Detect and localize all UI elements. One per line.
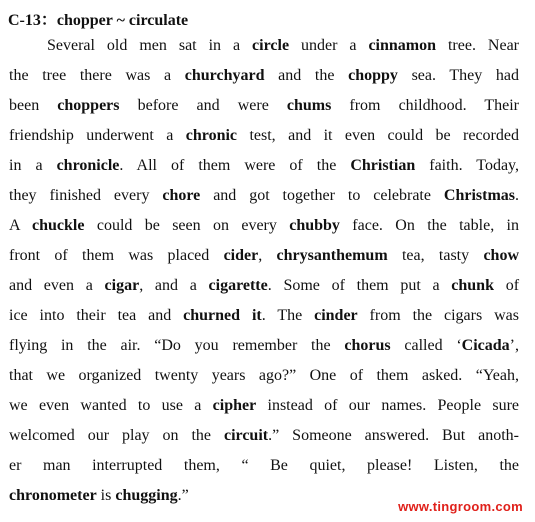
text-segment: they finished every [9, 187, 163, 204]
text-segment: sea. They had [397, 67, 519, 84]
text-segment: , [258, 247, 277, 264]
text-segment: instead of our names. People sure [256, 397, 520, 414]
vocabulary-word: choppy [348, 67, 398, 84]
text-segment: .” Someone answered. But anoth- [268, 427, 519, 444]
text-segment: friendship underwent a [9, 127, 186, 144]
site-watermark: www.tingroom.com [398, 499, 523, 514]
text-segment: front of them was placed [9, 247, 224, 264]
vocabulary-word: cider [223, 247, 259, 264]
text-segment: been [9, 97, 58, 114]
text-segment: . All of them were of the [119, 157, 351, 174]
vocabulary-word: Cicada [461, 337, 510, 354]
vocabulary-word: cinder [314, 307, 358, 324]
text-segment [240, 307, 252, 324]
vocabulary-word: cigar [104, 277, 140, 294]
vocabulary-word: Christian [350, 157, 416, 174]
vocabulary-word: chuckle [32, 217, 85, 234]
text-line [9, 186, 519, 206]
text-segment: . [515, 187, 520, 204]
text-segment: from the cigars was [357, 307, 519, 324]
text-segment: welcomed our play on the [9, 427, 224, 444]
vocabulary-word: chronicle [56, 157, 120, 174]
vocabulary-word: chronometer [9, 487, 97, 504]
vocabulary-word: cinnamon [368, 37, 437, 54]
text-segment: flying in the air. “Do you remember the [9, 337, 345, 354]
text-segment: and got together to celebrate [200, 187, 444, 204]
vocabulary-word: Christmas [443, 187, 516, 204]
text-segment: under a [289, 37, 369, 54]
vocabulary-word: chow [483, 247, 519, 264]
vocabulary-word: chums [286, 97, 332, 114]
text-segment: A [9, 217, 33, 234]
text-line [9, 396, 519, 416]
vocabulary-word: choppers [57, 97, 120, 114]
text-segment: is [96, 487, 116, 504]
text-segment: tea, tasty [387, 247, 484, 264]
text-line [9, 156, 519, 176]
text-line [9, 366, 519, 386]
text-segment: ’, [509, 337, 519, 354]
text-line [9, 66, 519, 86]
text-segment: from childhood. Their [331, 97, 520, 114]
text-segment: , and a [139, 277, 209, 294]
text-line [9, 336, 519, 356]
vocabulary-word: chronic [185, 127, 238, 144]
text-segment: . Some of them put a [267, 277, 452, 294]
text-line [9, 126, 519, 146]
text-segment: and the [264, 67, 349, 84]
text-segment: of [493, 277, 520, 294]
text-line [9, 426, 519, 446]
text-segment: in a [9, 157, 57, 174]
vocabulary-word: chrysanthemum [276, 247, 388, 264]
text-segment: we even wanted to use a [9, 397, 213, 414]
vocabulary-word: circle [252, 37, 290, 54]
vocabulary-word: it [251, 307, 262, 324]
vocabulary-word: churned [183, 307, 241, 324]
vocabulary-word: chorus [344, 337, 391, 354]
vocabulary-word: cigarette [208, 277, 268, 294]
text-line [9, 246, 519, 266]
vocabulary-word: chugging [115, 487, 178, 504]
text-segment: face. On the table, in [339, 217, 519, 234]
text-segment: faith. Today, [415, 157, 520, 174]
text-segment: before and were [119, 97, 287, 114]
text-line [47, 36, 519, 56]
text-segment: called ‘ [390, 337, 462, 354]
text-line [9, 216, 519, 236]
text-segment: the tree there was a [9, 67, 185, 84]
text-segment: test, and it even could be recorded [237, 127, 519, 144]
text-segment: ice into their tea and [9, 307, 184, 324]
text-segment: that we organized twenty years ago?” One of them asked. “Yeah, [9, 367, 519, 384]
text-segment: er man interrupted them, “ Be quiet, please! Listen, the [9, 457, 519, 474]
vocabulary-word: chunk [451, 277, 494, 294]
lesson-heading: C-13：chopper ~ circulate [8, 12, 189, 29]
text-line [9, 456, 519, 476]
vocabulary-word: cipher [212, 397, 257, 414]
text-line [9, 306, 519, 326]
text-segment: could be seen on every [84, 217, 290, 234]
vocabulary-word: chore [162, 187, 201, 204]
text-segment: . The [261, 307, 315, 324]
text-line [9, 276, 519, 296]
text-segment: Several old men sat in a [47, 37, 253, 54]
text-segment: and even a [9, 277, 105, 294]
text-segment: tree. Near [436, 37, 520, 54]
text-segment: .” [177, 487, 189, 504]
vocabulary-word: chubby [289, 217, 340, 234]
vocabulary-word: circuit [223, 427, 269, 444]
vocabulary-word: churchyard [184, 67, 265, 84]
text-line [9, 96, 519, 116]
